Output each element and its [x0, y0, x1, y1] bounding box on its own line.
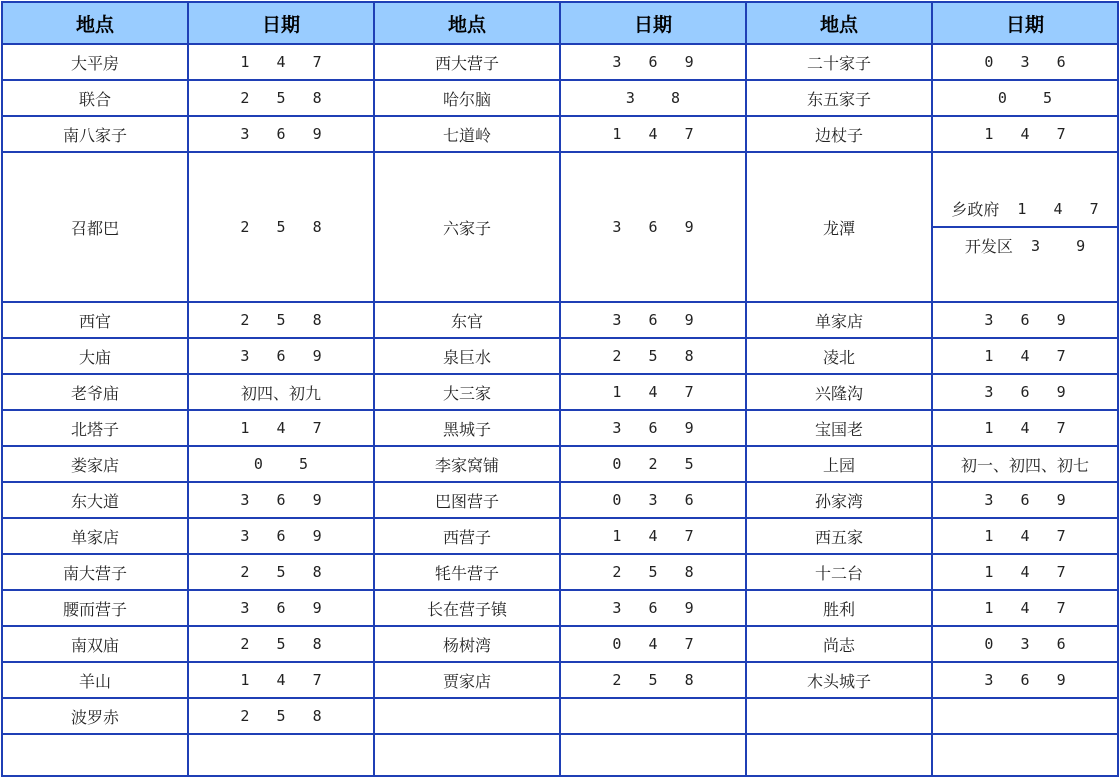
- date-cell: 1 4 7: [188, 44, 374, 80]
- date-cell: 1 4 7: [932, 518, 1118, 554]
- location-cell: 西五家: [746, 518, 932, 554]
- date-cell: 2 5 8: [560, 662, 746, 698]
- location-cell: 泉巨水: [374, 338, 560, 374]
- date-cell: 1 4 7: [932, 554, 1118, 590]
- split-row: [933, 191, 1117, 226]
- location-cell: 单家店: [2, 518, 188, 554]
- table-row: [2, 590, 1118, 626]
- date-cell: 3 6 9: [560, 44, 746, 80]
- location-cell: 东五家子: [746, 80, 932, 116]
- location-cell: 二十家子: [746, 44, 932, 80]
- date-cell: [560, 698, 746, 734]
- date-cell: 0 5: [932, 80, 1118, 116]
- date-cell: 3 6 9: [188, 590, 374, 626]
- location-cell: 东大道: [2, 482, 188, 518]
- table-row: [2, 152, 1118, 302]
- date-cell: 1 4 7: [560, 374, 746, 410]
- location-cell: 杨树湾: [374, 626, 560, 662]
- date-cell: 2 5 8: [188, 698, 374, 734]
- table-row: [2, 662, 1118, 698]
- split-dates: 3 9: [1030, 236, 1086, 255]
- date-cell: 3 6 9: [560, 152, 746, 302]
- location-cell: 宝国老: [746, 410, 932, 446]
- location-cell: [2, 734, 188, 776]
- location-cell: 老爷庙: [2, 374, 188, 410]
- location-cell: 七道岭: [374, 116, 560, 152]
- date-cell: 2 5 8: [560, 554, 746, 590]
- date-cell: 2 5 8: [188, 554, 374, 590]
- date-cell: [188, 734, 374, 776]
- header-date: 日期: [188, 2, 374, 44]
- location-cell: 东官: [374, 302, 560, 338]
- location-cell: 贾家店: [374, 662, 560, 698]
- split-container: [933, 191, 1117, 263]
- location-cell: 兴隆沟: [746, 374, 932, 410]
- date-cell: 1 4 7: [188, 662, 374, 698]
- date-cell: 2 5 8: [188, 626, 374, 662]
- table-row: [2, 626, 1118, 662]
- date-cell: 1 4 7: [560, 518, 746, 554]
- table-row: [2, 518, 1118, 554]
- date-cell: 3 6 9: [188, 338, 374, 374]
- table-row: [2, 116, 1118, 152]
- date-cell: 3 6 9: [560, 302, 746, 338]
- split-location: 开发区: [964, 237, 1013, 256]
- date-cell: 1 4 7: [188, 410, 374, 446]
- location-cell: 胜利: [746, 590, 932, 626]
- location-cell: 六家子: [374, 152, 560, 302]
- date-cell: 初一、初四、初七: [932, 446, 1118, 482]
- location-cell: 巴图营子: [374, 482, 560, 518]
- location-cell: 龙潭: [746, 152, 932, 302]
- location-cell: 李家窝铺: [374, 446, 560, 482]
- split-dates: 1 4 7: [1017, 199, 1099, 218]
- location-cell: 牦牛营子: [374, 554, 560, 590]
- location-cell: 南八家子: [2, 116, 188, 152]
- location-cell: 凌北: [746, 338, 932, 374]
- table-row: [2, 302, 1118, 338]
- header-location: 地点: [2, 2, 188, 44]
- location-cell: [374, 734, 560, 776]
- market-schedule-table: [1, 1, 1119, 777]
- date-cell: 3 6 9: [932, 374, 1118, 410]
- date-cell: 3 6 9: [188, 116, 374, 152]
- table-row: [2, 338, 1118, 374]
- location-cell: 大三家: [374, 374, 560, 410]
- location-cell: 羊山: [2, 662, 188, 698]
- date-cell: 0 4 7: [560, 626, 746, 662]
- table-row: [2, 80, 1118, 116]
- table-row: [2, 374, 1118, 410]
- date-cell: 0 3 6: [932, 44, 1118, 80]
- location-cell: [746, 698, 932, 734]
- date-cell: 1 4 7: [932, 590, 1118, 626]
- location-cell: [746, 734, 932, 776]
- table-row: [2, 44, 1118, 80]
- location-cell: 西营子: [374, 518, 560, 554]
- table-row: [2, 734, 1118, 776]
- location-cell: 联合: [2, 80, 188, 116]
- location-cell: 波罗赤: [2, 698, 188, 734]
- date-cell: 3 6 9: [932, 302, 1118, 338]
- date-cell: 2 5 8: [560, 338, 746, 374]
- table-row: [2, 446, 1118, 482]
- date-cell: 初四、初九: [188, 374, 374, 410]
- date-cell: 1 4 7: [932, 410, 1118, 446]
- date-cell: 3 8: [560, 80, 746, 116]
- header-date: 日期: [560, 2, 746, 44]
- date-cell: 0 3 6: [932, 626, 1118, 662]
- header-row: [2, 2, 1118, 44]
- date-cell: 3 6 9: [560, 590, 746, 626]
- table-row: [2, 410, 1118, 446]
- location-cell: 木头城子: [746, 662, 932, 698]
- date-cell: 3 6 9: [932, 482, 1118, 518]
- location-cell: 哈尔脑: [374, 80, 560, 116]
- location-cell: 尚志: [746, 626, 932, 662]
- date-cell: 2 5 8: [188, 302, 374, 338]
- date-cell: [932, 698, 1118, 734]
- location-cell: 黑城子: [374, 410, 560, 446]
- header-location: 地点: [746, 2, 932, 44]
- location-cell: 北塔子: [2, 410, 188, 446]
- date-cell: 3 6 9: [932, 662, 1118, 698]
- location-cell: 十二台: [746, 554, 932, 590]
- header-date: 日期: [932, 2, 1118, 44]
- location-cell: 大平房: [2, 44, 188, 80]
- date-cell: [932, 734, 1118, 776]
- location-cell: 腰而营子: [2, 590, 188, 626]
- date-cell: 1 4 7: [932, 338, 1118, 374]
- location-cell: 南大营子: [2, 554, 188, 590]
- table-row: [2, 482, 1118, 518]
- split-location: 乡政府: [951, 200, 1000, 219]
- location-cell: 南双庙: [2, 626, 188, 662]
- table-row: [2, 698, 1118, 734]
- location-cell: 单家店: [746, 302, 932, 338]
- location-cell: 上园: [746, 446, 932, 482]
- date-cell: 0 5: [188, 446, 374, 482]
- header-location: 地点: [374, 2, 560, 44]
- location-cell: 长在营子镇: [374, 590, 560, 626]
- location-cell: 大庙: [2, 338, 188, 374]
- date-cell: 0 3 6: [560, 482, 746, 518]
- location-cell: [374, 698, 560, 734]
- split-row: [933, 226, 1117, 263]
- location-cell: 西大营子: [374, 44, 560, 80]
- date-cell: 2 5 8: [188, 80, 374, 116]
- date-cell: 3 6 9: [188, 482, 374, 518]
- location-cell: 孙家湾: [746, 482, 932, 518]
- date-cell: 0 2 5: [560, 446, 746, 482]
- location-cell: 召都巴: [2, 152, 188, 302]
- date-cell: [560, 734, 746, 776]
- date-cell: 1 4 7: [932, 116, 1118, 152]
- location-cell: 边杖子: [746, 116, 932, 152]
- location-cell: 西官: [2, 302, 188, 338]
- date-cell: 3 6 9: [560, 410, 746, 446]
- date-cell: 1 4 7: [560, 116, 746, 152]
- date-cell: 3 6 9: [188, 518, 374, 554]
- location-cell: 娄家店: [2, 446, 188, 482]
- longtan-split-cell: [932, 152, 1118, 302]
- date-cell: 2 5 8: [188, 152, 374, 302]
- table-row: [2, 554, 1118, 590]
